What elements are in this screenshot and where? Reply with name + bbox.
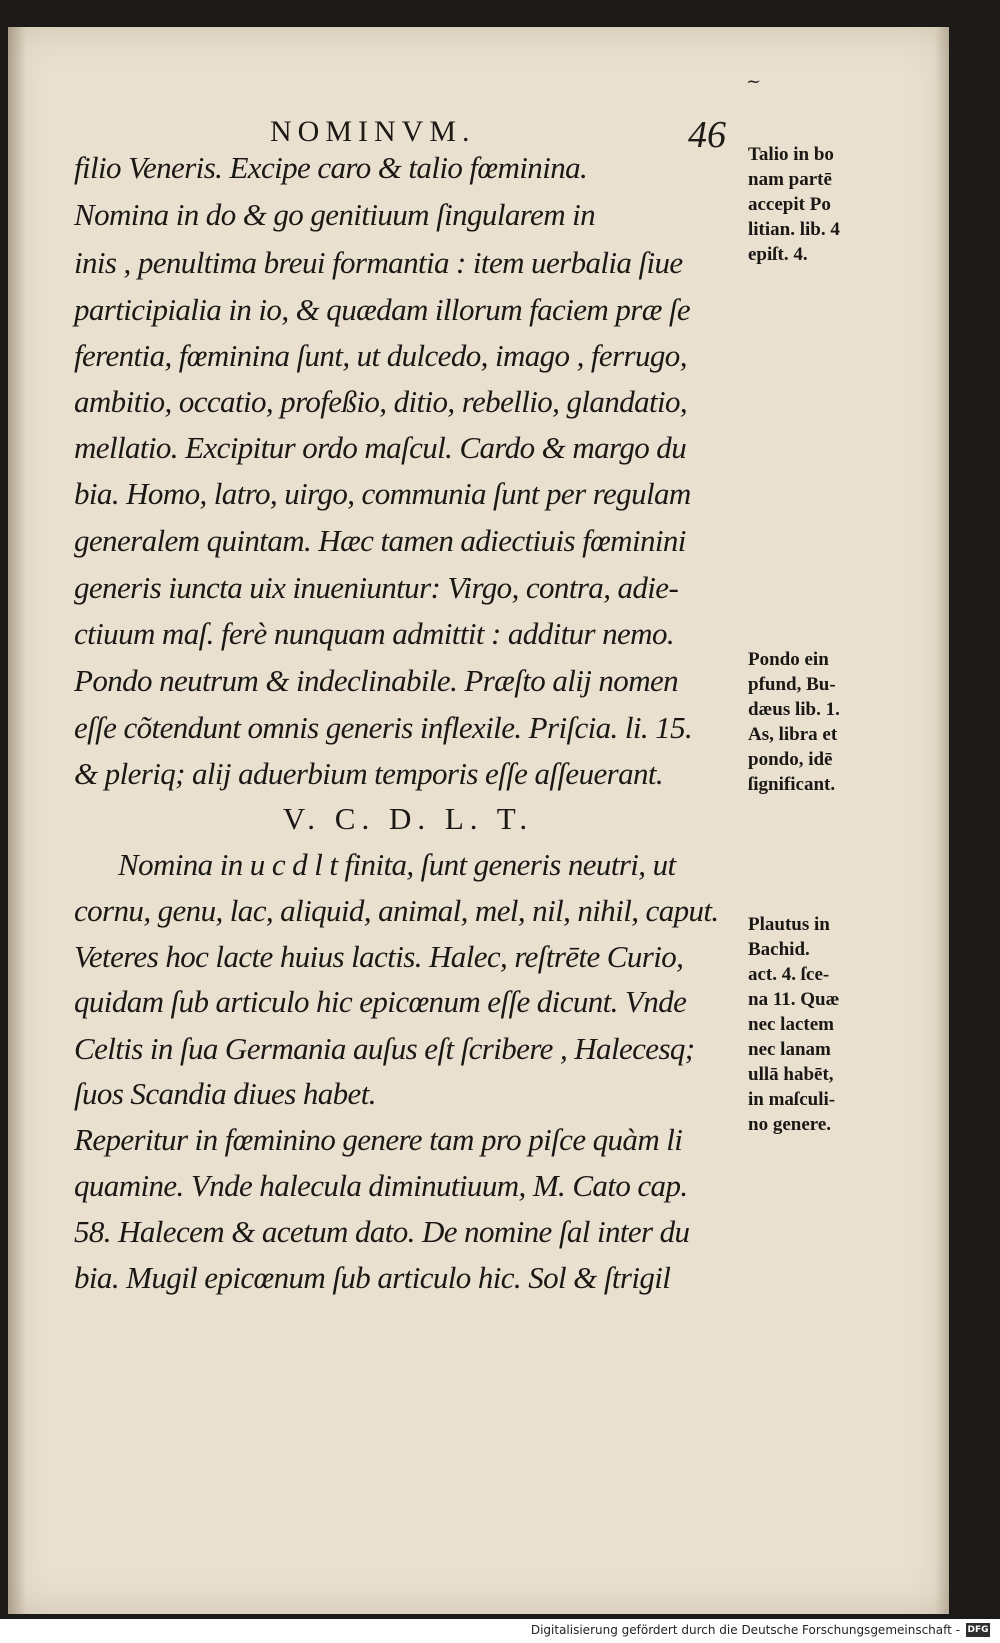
body-line: ctiuum maſ. ferè nunquam admittit : additur nemo. bbox=[74, 616, 675, 651]
margin-note-line: pondo, idē bbox=[748, 749, 833, 770]
margin-note-line: nec lactem bbox=[748, 1014, 834, 1035]
book-page bbox=[8, 27, 949, 1614]
margin-note bbox=[748, 912, 948, 1137]
page-mark: ~ bbox=[746, 71, 762, 92]
body-line: ambitio, occatio, profeßio, ditio, rebellio, glandatio, bbox=[74, 384, 688, 419]
body-line: & pleriq; alij aduerbium temporis eſſe aſſeuerant. bbox=[74, 756, 664, 791]
margin-note-line: litian. lib. 4 bbox=[748, 219, 840, 240]
body-line: Nomina in u c d l t finita, ſunt generis neutri, ut bbox=[118, 847, 676, 882]
body-line: filio Veneris. Excipe caro & talio fœminina. bbox=[74, 150, 588, 185]
body-line: ſuos Scandia diues habet. bbox=[74, 1076, 376, 1111]
margin-note-line: epiſt. 4. bbox=[748, 244, 808, 265]
margin-note-line: ullā habēt, bbox=[748, 1064, 834, 1085]
margin-note-line: Plautus in bbox=[748, 914, 830, 935]
dfg-logo: DFG bbox=[967, 1625, 989, 1635]
body-line: quidam ſub articulo hic epicœnum eſſe dicunt. Vnde bbox=[74, 984, 687, 1019]
margin-note-line: ſignificant. bbox=[748, 774, 836, 795]
running-header: NOMINVM. bbox=[270, 115, 476, 148]
body-line: inis , penultima breui formantia : item uerbalia ſiue bbox=[74, 245, 683, 280]
margin-note-line: nec lanam bbox=[748, 1039, 831, 1060]
body-line: Reperitur in fœminino genere tam pro piſce quàm li bbox=[74, 1122, 683, 1157]
body-line: bia. Mugil epicœnum ſub articulo hic. Sol & ſtrigil bbox=[74, 1260, 671, 1295]
body-line: Veteres hoc lacte huius lactis. Halec, reſtrēte Curio, bbox=[74, 939, 684, 974]
body-line: cornu, genu, lac, aliquid, animal, mel, nil, nihil, caput. bbox=[74, 893, 719, 928]
body-line: 58. Halecem & acetum dato. De nomine ſal inter du bbox=[74, 1214, 690, 1249]
margin-note-line: accepit Po bbox=[748, 194, 831, 215]
body-line: eſſe cõtendunt omnis generis inflexile. Priſcia. li. 15. bbox=[74, 710, 693, 745]
margin-note-line: Bachid. bbox=[748, 939, 810, 960]
body-line: V. C. D. L. T. bbox=[282, 801, 534, 836]
margin-note-line: Pondo ein bbox=[748, 649, 829, 670]
margin-note-line: dæus lib. 1. bbox=[748, 699, 840, 720]
body-line: generis iuncta uix inueniuntur: Virgo, contra, adie- bbox=[74, 570, 679, 605]
body-line: Celtis in ſua Germania auſus eſt ſcribere , Halecesq; bbox=[74, 1031, 695, 1066]
margin-note bbox=[748, 647, 948, 797]
margin-note-line: no genere. bbox=[748, 1114, 832, 1135]
page-number: 46 bbox=[688, 114, 726, 156]
margin-note-line: pfund, Bu- bbox=[748, 674, 836, 695]
margin-note-line: nam partē bbox=[748, 169, 832, 190]
body-line: bia. Homo, latro, uirgo, communia ſunt per regulam bbox=[74, 476, 691, 511]
body-line: Pondo neutrum & indeclinabile. Præſto alij nomen bbox=[74, 663, 679, 698]
footer-credit: Digitalisierung gefördert durch die Deutsche Forschungsgemeinschaft - bbox=[530, 1623, 960, 1637]
body-line: participialia in io, & quædam illorum faciem præ ſe bbox=[74, 292, 691, 327]
footer-bar bbox=[0, 1619, 1000, 1643]
body-line: mellatio. Excipitur ordo maſcul. Cardo & margo du bbox=[74, 430, 687, 465]
margin-note-line: in maſculi- bbox=[748, 1089, 836, 1110]
margin-note-line: Talio in bo bbox=[748, 144, 834, 165]
body-line: Nomina in do & go genitiuum ſingularem in bbox=[74, 197, 596, 232]
body-line: generalem quintam. Hæc tamen adiectiuis fœminini bbox=[74, 523, 686, 558]
body-line: quamine. Vnde halecula diminutiuum, M. Cato cap. bbox=[74, 1168, 688, 1203]
margin-note-line: act. 4. ſce- bbox=[748, 964, 830, 985]
margin-note-line: na 11. Quæ bbox=[748, 989, 840, 1010]
margin-note bbox=[748, 142, 948, 267]
margin-note-line: As, libra et bbox=[748, 724, 838, 745]
body-line: ferentia, fœminina ſunt, ut dulcedo, imago , ferrugo, bbox=[74, 338, 687, 373]
